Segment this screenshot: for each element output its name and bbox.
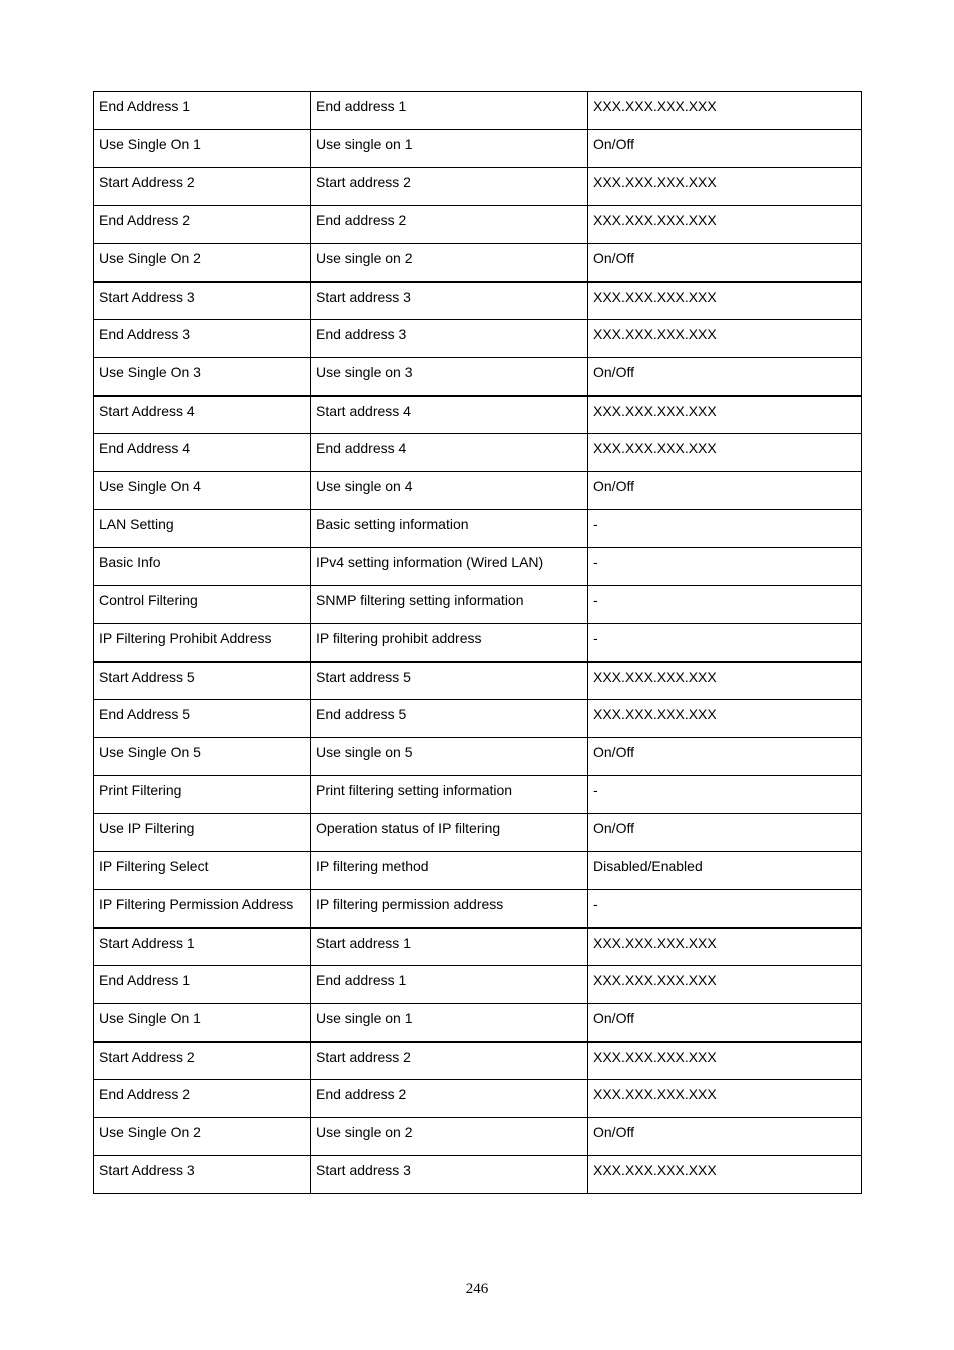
setting-description-cell: SNMP filtering setting information: [311, 586, 588, 624]
setting-name-cell: LAN Setting: [94, 510, 311, 548]
setting-description-cell: Basic setting information: [311, 510, 588, 548]
setting-name-cell: End Address 1: [94, 966, 311, 1004]
setting-description-cell: IP filtering permission address: [311, 890, 588, 928]
setting-name-cell: Start Address 2: [94, 1042, 311, 1080]
setting-value-cell: -: [588, 776, 862, 814]
setting-description-cell: End address 2: [311, 206, 588, 244]
setting-name-cell: Use Single On 1: [94, 130, 311, 168]
setting-value-cell: XXX.XXX.XXX.XXX: [588, 92, 862, 130]
table-row: [94, 738, 862, 776]
setting-description-cell: Use single on 1: [311, 130, 588, 168]
setting-value-cell: On/Off: [588, 738, 862, 776]
setting-value-cell: XXX.XXX.XXX.XXX: [588, 1156, 862, 1194]
setting-value-cell: On/Off: [588, 130, 862, 168]
setting-description-cell: Start address 2: [311, 1042, 588, 1080]
setting-description-cell: IP filtering method: [311, 852, 588, 890]
setting-name-cell: Use Single On 2: [94, 1118, 311, 1156]
setting-value-cell: XXX.XXX.XXX.XXX: [588, 396, 862, 434]
table-row: [94, 168, 862, 206]
setting-name-cell: Start Address 3: [94, 1156, 311, 1194]
table-row: [94, 586, 862, 624]
setting-name-cell: Print Filtering: [94, 776, 311, 814]
table-row: [94, 928, 862, 966]
setting-description-cell: Use single on 5: [311, 738, 588, 776]
setting-value-cell: XXX.XXX.XXX.XXX: [588, 662, 862, 700]
setting-description-cell: IP filtering prohibit address: [311, 624, 588, 662]
setting-value-cell: XXX.XXX.XXX.XXX: [588, 206, 862, 244]
setting-value-cell: XXX.XXX.XXX.XXX: [588, 966, 862, 1004]
setting-description-cell: IPv4 setting information (Wired LAN): [311, 548, 588, 586]
table-row: [94, 776, 862, 814]
setting-description-cell: Use single on 1: [311, 1004, 588, 1042]
setting-name-cell: Basic Info: [94, 548, 311, 586]
setting-value-cell: -: [588, 586, 862, 624]
setting-name-cell: End Address 1: [94, 92, 311, 130]
table-row: [94, 624, 862, 662]
setting-description-cell: Start address 5: [311, 662, 588, 700]
setting-name-cell: Start Address 3: [94, 282, 311, 320]
setting-value-cell: On/Off: [588, 1004, 862, 1042]
setting-description-cell: Start address 3: [311, 1156, 588, 1194]
table-row: [94, 244, 862, 282]
table-row: [94, 700, 862, 738]
settings-table: [93, 91, 862, 1194]
setting-name-cell: Use Single On 2: [94, 244, 311, 282]
table-row: [94, 282, 862, 320]
setting-description-cell: End address 5: [311, 700, 588, 738]
table-row: [94, 852, 862, 890]
setting-description-cell: Start address 4: [311, 396, 588, 434]
setting-value-cell: XXX.XXX.XXX.XXX: [588, 434, 862, 472]
page-number: 246: [465, 1281, 489, 1297]
setting-name-cell: Start Address 1: [94, 928, 311, 966]
setting-name-cell: Use Single On 1: [94, 1004, 311, 1042]
setting-description-cell: Use single on 2: [311, 1118, 588, 1156]
setting-value-cell: On/Off: [588, 244, 862, 282]
setting-name-cell: End Address 2: [94, 206, 311, 244]
setting-description-cell: Use single on 3: [311, 358, 588, 396]
setting-value-cell: XXX.XXX.XXX.XXX: [588, 320, 862, 358]
table-row: [94, 358, 862, 396]
settings-table-body: [94, 92, 862, 1194]
setting-description-cell: Print filtering setting information: [311, 776, 588, 814]
setting-description-cell: Start address 3: [311, 282, 588, 320]
setting-value-cell: On/Off: [588, 358, 862, 396]
setting-description-cell: End address 4: [311, 434, 588, 472]
setting-name-cell: Use IP Filtering: [94, 814, 311, 852]
setting-value-cell: XXX.XXX.XXX.XXX: [588, 1042, 862, 1080]
setting-name-cell: IP Filtering Prohibit Address: [94, 624, 311, 662]
setting-value-cell: XXX.XXX.XXX.XXX: [588, 1080, 862, 1118]
table-row: [94, 130, 862, 168]
setting-name-cell: Start Address 2: [94, 168, 311, 206]
setting-description-cell: Use single on 4: [311, 472, 588, 510]
setting-description-cell: Operation status of IP filtering: [311, 814, 588, 852]
setting-value-cell: Disabled/Enabled: [588, 852, 862, 890]
setting-value-cell: -: [588, 624, 862, 662]
setting-value-cell: XXX.XXX.XXX.XXX: [588, 928, 862, 966]
setting-value-cell: -: [588, 890, 862, 928]
setting-name-cell: Start Address 5: [94, 662, 311, 700]
table-row: [94, 92, 862, 130]
table-row: [94, 548, 862, 586]
setting-name-cell: End Address 5: [94, 700, 311, 738]
setting-value-cell: -: [588, 510, 862, 548]
table-row: [94, 966, 862, 1004]
setting-name-cell: Start Address 4: [94, 396, 311, 434]
setting-value-cell: XXX.XXX.XXX.XXX: [588, 700, 862, 738]
table-row: [94, 890, 862, 928]
table-row: [94, 472, 862, 510]
setting-description-cell: End address 2: [311, 1080, 588, 1118]
setting-name-cell: IP Filtering Permission Address: [94, 890, 311, 928]
setting-value-cell: On/Off: [588, 814, 862, 852]
table-row: [94, 662, 862, 700]
table-row: [94, 1004, 862, 1042]
setting-name-cell: End Address 3: [94, 320, 311, 358]
table-row: [94, 814, 862, 852]
setting-description-cell: Use single on 2: [311, 244, 588, 282]
table-row: [94, 1042, 862, 1080]
table-row: [94, 1080, 862, 1118]
setting-name-cell: End Address 2: [94, 1080, 311, 1118]
setting-name-cell: Control Filtering: [94, 586, 311, 624]
setting-name-cell: IP Filtering Select: [94, 852, 311, 890]
table-row: [94, 320, 862, 358]
table-row: [94, 510, 862, 548]
setting-value-cell: On/Off: [588, 1118, 862, 1156]
setting-value-cell: XXX.XXX.XXX.XXX: [588, 168, 862, 206]
setting-description-cell: Start address 2: [311, 168, 588, 206]
setting-name-cell: Use Single On 4: [94, 472, 311, 510]
setting-name-cell: Use Single On 3: [94, 358, 311, 396]
setting-name-cell: End Address 4: [94, 434, 311, 472]
setting-description-cell: End address 1: [311, 92, 588, 130]
setting-name-cell: Use Single On 5: [94, 738, 311, 776]
setting-description-cell: Start address 1: [311, 928, 588, 966]
setting-value-cell: -: [588, 548, 862, 586]
setting-description-cell: End address 1: [311, 966, 588, 1004]
setting-value-cell: XXX.XXX.XXX.XXX: [588, 282, 862, 320]
setting-description-cell: End address 3: [311, 320, 588, 358]
table-row: [94, 206, 862, 244]
table-row: [94, 434, 862, 472]
table-row: [94, 1156, 862, 1194]
setting-value-cell: On/Off: [588, 472, 862, 510]
table-row: [94, 1118, 862, 1156]
table-row: [94, 396, 862, 434]
